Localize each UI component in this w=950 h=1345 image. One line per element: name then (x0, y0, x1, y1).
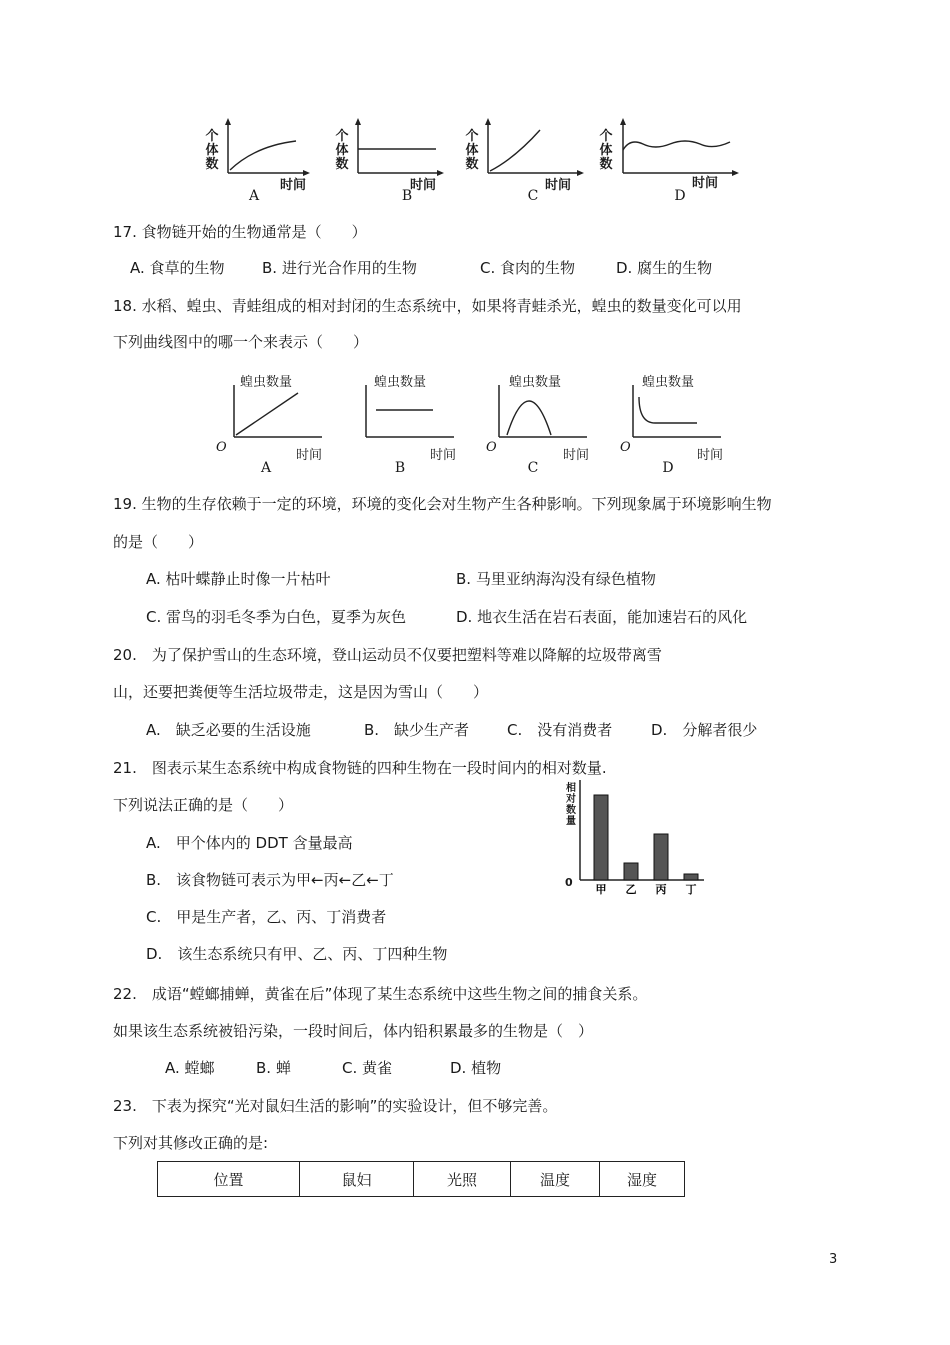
chart-bar (624, 863, 638, 880)
chart-bar (684, 874, 698, 880)
q17-option-c: C. 食肉的生物 (480, 259, 576, 277)
q21-stem-line1: 21. 图表示某生态系统中构成食物链的四种生物在一段时间内的相对数量. (113, 759, 607, 777)
q18-stem-line2: 下列曲线图中的哪一个来表示（ ） (113, 333, 369, 351)
fig18-c-origin: O (486, 440, 497, 455)
experiment-table (157, 1161, 685, 1197)
q22-option-d: D. 植物 (450, 1059, 502, 1077)
fig16-caption-c: C (527, 188, 539, 204)
fig18-graph-b-plot (358, 385, 458, 445)
q21-option-d: D. 该生态系统只有甲、乙、丙、丁四种生物 (146, 945, 448, 963)
q17-option-a: A. 食草的生物 (130, 259, 225, 277)
fig16-caption-d: D (674, 188, 686, 204)
fig16-c-ylabel: 个体数 (465, 129, 479, 172)
fig16-a-ylabel: 个体数 (205, 129, 219, 172)
chart-bar (594, 795, 608, 880)
q20-option-a: A. 缺乏必要的生活设施 (146, 721, 311, 739)
fig18-c-title: 蝗虫数量 (509, 375, 562, 390)
chart-ylabel: 相对数量 (566, 783, 576, 827)
fig18-graph-d (625, 385, 725, 449)
fig18-b-xlabel: 时间 (430, 448, 457, 463)
q22-option-b: B. 蝉 (256, 1059, 291, 1077)
fig18-caption-c: C (527, 460, 539, 476)
q20-stem-line1: 20. 为了保护雪山的生态环境，登山运动员不仅要把塑料等难以降解的垃圾带离雪 (113, 646, 662, 664)
fig18-caption-b: B (394, 460, 406, 476)
q21-stem-line2: 下列说法正确的是（ ） (113, 796, 294, 814)
table-header-cell: 鼠妇 (300, 1162, 414, 1197)
fig16-d-ylabel: 个体数 (599, 129, 613, 172)
table-header-cell: 温度 (511, 1162, 600, 1197)
q19-option-c: C. 雷鸟的羽毛冬季为白色，夏季为灰色 (146, 608, 407, 626)
fig18-caption-d: D (662, 460, 674, 476)
chart-plot (572, 780, 712, 895)
table-header-cell: 位置 (158, 1162, 300, 1197)
fig18-a-xlabel: 时间 (296, 448, 323, 463)
table-header-row (158, 1162, 685, 1197)
fig18-graph-c-plot (491, 385, 591, 445)
fig16-c-xlabel: 时间 (545, 178, 572, 193)
q17-stem: 17. 食物链开始的生物通常是（ ） (113, 223, 367, 241)
q19-option-a: A. 枯叶蝶静止时像一片枯叶 (146, 570, 331, 588)
q20-option-b: B. 缺少生产者 (364, 721, 470, 739)
q21-option-c: C. 甲是生产者，乙、丙、丁消费者 (146, 908, 387, 926)
fig16-graph-d-plot (595, 118, 740, 178)
chart-category-label: 丁 (685, 883, 697, 895)
q19-stem-line2: 的是（ ） (113, 533, 204, 551)
q19-option-b: B. 马里亚纳海沟没有绿色植物 (456, 570, 656, 588)
q23-stem-line2: 下列对其修改正确的是: (113, 1134, 269, 1152)
q21-option-b: B. 该食物链可表示为甲←丙←乙←丁 (146, 871, 394, 889)
fig16-caption-a: A (248, 188, 260, 204)
q23-stem-line1: 23. 下表为探究“光对鼠妇生活的影响”的实验设计，但不够完善。 (113, 1097, 558, 1115)
q20-option-d: D. 分解者很少 (651, 721, 758, 739)
fig16-b-ylabel: 个体数 (335, 129, 349, 172)
chart-category-label: 甲 (595, 883, 607, 895)
fig18-c-xlabel: 时间 (563, 448, 590, 463)
table-header-cell: 光照 (414, 1162, 511, 1197)
q19-stem-line1: 19. 生物的生存依赖于一定的环境，环境的变化会对生物产生各种影响。下列现象属于环境影响生物 (113, 495, 772, 513)
q20-stem-line2: 山，还要把粪便等生活垃圾带走，这是因为雪山（ ） (113, 683, 489, 701)
q18-stem-line1: 18. 水稻、蝗虫、青蛙组成的相对封闭的生态系统中，如果将青蛙杀光，蝗虫的数量变化可以用 (113, 297, 742, 315)
fig18-d-xlabel: 时间 (697, 448, 724, 463)
fig18-graph-a-plot (226, 385, 326, 445)
fig18-graph-c (491, 385, 591, 449)
q22-option-a: A. 螳螂 (165, 1059, 215, 1077)
q22-option-c: C. 黄雀 (342, 1059, 393, 1077)
fig18-caption-a: A (260, 460, 272, 476)
chart-category-label: 丙 (655, 883, 667, 895)
page-number: 3 (829, 1252, 838, 1267)
fig18-graph-a (226, 385, 326, 449)
fig16-d-xlabel: 时间 (692, 176, 719, 191)
fig18-b-title: 蝗虫数量 (374, 375, 427, 390)
q17-option-b: B. 进行光合作用的生物 (262, 259, 417, 277)
chart-origin-label: 0 (565, 876, 573, 889)
q19-option-d: D. 地衣生活在岩石表面，能加速岩石的风化 (456, 608, 748, 626)
q22-stem-line1: 22. 成语“螳螂捕蝉，黄雀在后”体现了某生态系统中这些生物之间的捕食关系。 (113, 985, 648, 1003)
fig18-a-origin: O (216, 440, 227, 455)
table-header-cell: 湿度 (600, 1162, 685, 1197)
fig16-b-xlabel: 时间 (410, 178, 437, 193)
chart-category-label: 乙 (625, 883, 637, 895)
fig16-a-xlabel: 时间 (280, 178, 307, 193)
fig18-d-origin: O (620, 440, 631, 455)
fig18-graph-d-plot (625, 385, 725, 445)
fig18-d-title: 蝗虫数量 (642, 375, 695, 390)
q21-option-a: A. 甲个体内的 DDT 含量最高 (146, 834, 353, 852)
q17-option-d: D. 腐生的生物 (616, 259, 713, 277)
fig18-a-title: 蝗虫数量 (240, 375, 293, 390)
fig16-graph-d (595, 118, 740, 182)
q22-stem-line2: 如果该生态系统被铅污染，一段时间后，体内铅积累最多的生物是（ ） (113, 1022, 594, 1040)
fig16-caption-b: B (401, 188, 413, 204)
chart-bar (654, 834, 668, 880)
fig18-graph-b (358, 385, 458, 449)
q20-option-c: C. 没有消费者 (507, 721, 613, 739)
